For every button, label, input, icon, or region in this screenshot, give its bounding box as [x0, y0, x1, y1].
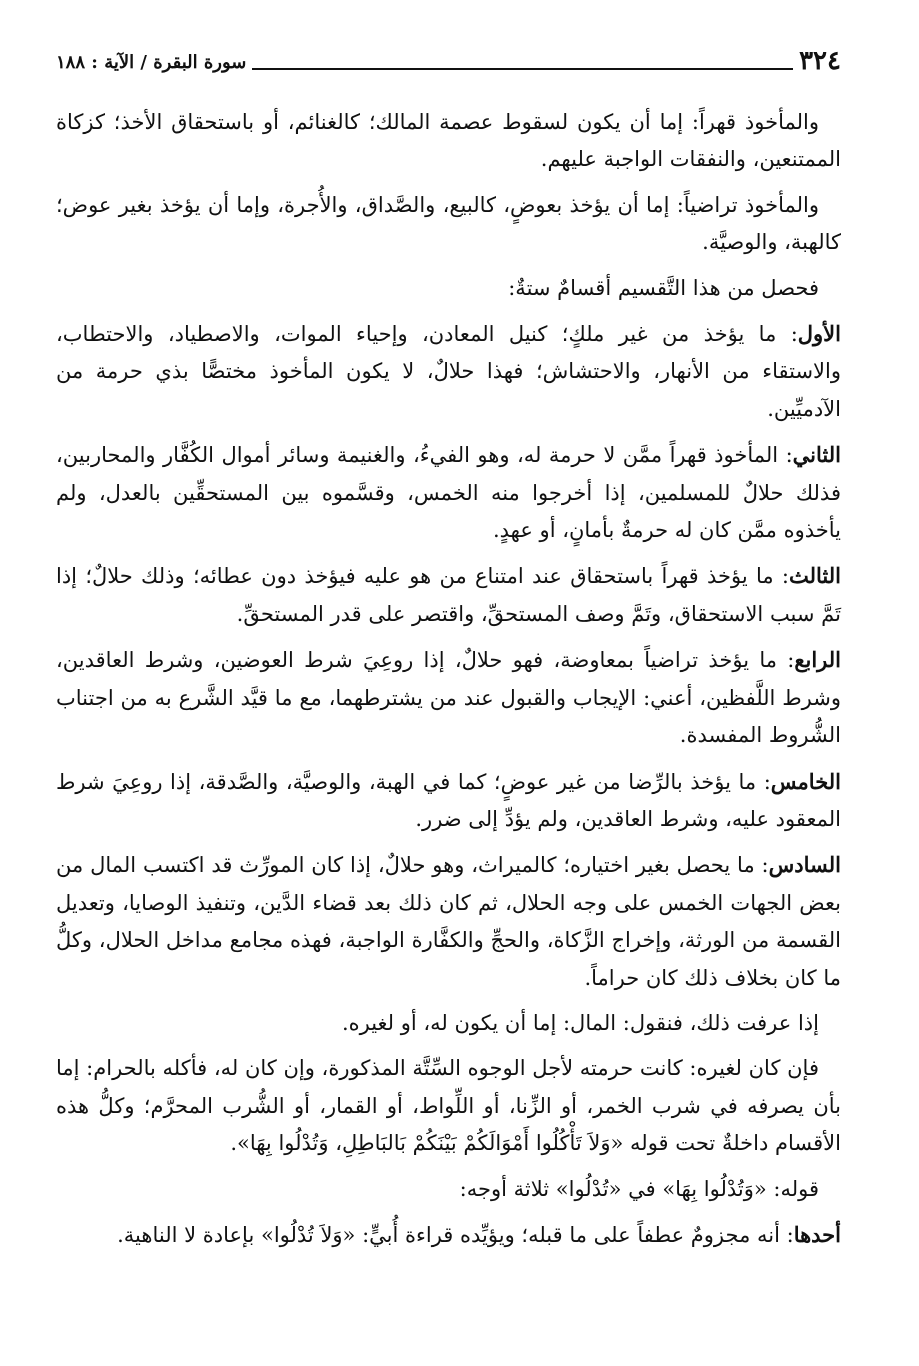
paragraph [56, 315, 841, 428]
paragraph-text: فإن كان لغيره: كانت حرمته لأجل الوجوه السِّتَّة المذكورة، وإن كان له، فأكله بالحرام: إما بأن يصرفه في شرب الخمر، أو الزِّنا، أو اللِّواط، أو القمار، أو الشُّرب المحرَّم؛ وكلُّ هذه الأقسام داخلةٌ تحت قوله «وَلاَ تَأْكُلُوا أَمْوَالَكُمْ بَيْنَكُمْ بَالبَاطِلِ، وَتُدْلُوا بِهَا». [56, 1056, 841, 1156]
paragraph [56, 187, 841, 262]
paragraph-text: : ما يؤخذ قهراً باستحقاق عند امتناع من هو عليه فيؤخذ دون عطائه؛ وذلك حلالٌ؛ إذا تَمَّ سبب الاستحقاق، وتَمَّ وصف المستحقِّ، واقتصر على قدر المستحقِّ. [56, 564, 841, 626]
paragraph-label: السادس [768, 852, 841, 878]
page-body [56, 104, 841, 1262]
paragraph-label: أحدها [793, 1221, 841, 1247]
header-rule [252, 68, 793, 70]
paragraph-text: فحصل من هذا التَّقسيم أقسامٌ ستةٌ: [508, 275, 819, 300]
paragraph-label: الثاني [792, 442, 841, 468]
paragraph [56, 846, 841, 997]
paragraph-text: : ما يؤخذ تراضياً بمعاوضة، فهو حلالٌ، إذا روعِيَ شرط العوضين، وشرط العاقدين، وشرط اللَّفظين، أعني: الإيجاب والقبول عند من يشترطهما، مع ما قيَّد الشَّرع به من اجتناب الشُّروط المفسدة. [56, 648, 841, 748]
page-header [56, 40, 841, 74]
paragraph [56, 104, 841, 179]
paragraph-label: الرابع [794, 647, 841, 673]
paragraph [56, 436, 841, 549]
paragraph [56, 641, 841, 754]
paragraph-text: : ما يؤخذ بالرِّضا من غير عوضٍ؛ كما في الهبة، والوصيَّة، والصَّدقة، إذا روعِيَ شرط المعقود عليه، وشرط العاقدين، ولم يؤدِّ إلى ضرر. [56, 769, 841, 831]
running-head: سورة البقرة / الآية : ١٨٨ [56, 52, 247, 73]
paragraph-text: : المأخوذ قهراً ممَّن لا حرمة له، وهو الفيءُ، والغنيمة وسائر أموال الكُفَّار والمحاربين، فذلك حلالٌ للمسلمين، إذا أخرجوا منه الخمس، وقسَّموه بين المستحقِّين بالعدل، ولم يأخذوه ممَّن كان له حرمةٌ بأمانٍ، أو عهدٍ. [56, 443, 841, 543]
paragraph-text: إذا عرفت ذلك، فنقول: المال: إما أن يكون له، أو لغيره. [341, 1010, 819, 1035]
paragraph-label: الثالث [789, 563, 841, 589]
paragraph-text: والمأخوذ قهراً: إما أن يكون لسقوط عصمة المالك؛ كالغنائم، أو باستحقاق الأخذ؛ كزكاة الممتنعين، والنفقات الواجبة عليهم. [56, 110, 841, 172]
paragraph-text: قوله: «وَتُدْلُوا بِهَا» في «تُدْلُوا» ثلاثة أوجه: [459, 1176, 819, 1201]
paragraph-label: الخامس [770, 768, 841, 794]
paragraph-label: الأول [797, 321, 841, 347]
page-number: ٣٢٤ [799, 46, 841, 76]
paragraph [56, 1050, 841, 1162]
paragraph [56, 1171, 841, 1208]
paragraph [56, 1216, 841, 1254]
paragraph-text: : ما يؤخذ من غير ملكٍ؛ كنيل المعادن، وإحياء الموات، والاصطياد، والاحتطاب، والاستقاء من الأنهار، والاحتشاش؛ فهذا حلالٌ، لا يكون المأخوذ مختصًّا بذي حرمة من الآدميِّين. [56, 322, 841, 421]
paragraph [56, 557, 841, 633]
paragraph [56, 270, 841, 307]
paragraph-text: : أنه مجزومٌ عطفاً على ما قبله؛ ويؤيِّده قراءة أُبيٍّ: «وَلاَ تُدْلُوا» بإعادة لا الناهية. [117, 1222, 794, 1247]
paragraph [56, 1005, 841, 1042]
paragraph [56, 763, 841, 839]
paragraph-text: والمأخوذ تراضياً: إما أن يؤخذ بعوضٍ، كالبيع، والصَّداق، والأُجرة، وإما أن يؤخذ بغير عوض؛ كالهبة، والوصيَّة. [56, 192, 841, 255]
paragraph-text: : ما يحصل بغير اختياره؛ كالميراث، وهو حلالٌ، إذا كان المورِّث قد اكتسب المال من بعض الجهات الخمس على وجه الحلال، ثم كان ذلك بعد قضاء الدَّين، وتنفيذ الوصايا، وتعديل القسمة من الورثة، وإخراج الزَّكاة، والحجِّ والكفَّارة الواجبة، فهذه مجامع مداخل الحلال، وكلُّ ما كان بخلاف ذلك كان حراماً. [56, 853, 841, 990]
